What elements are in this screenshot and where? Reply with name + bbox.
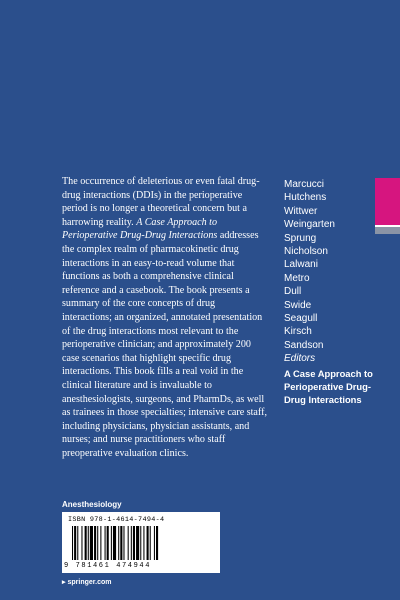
author-name: Wittwer [284,205,318,217]
description-part-2: addresses the complex realm of pharmacokinetic drug interactions in an easy-to-read volume that functions as both a comprehensive clinical reference and a casebook. The book presents a summary of the core concepts of drug interactions; an organized, annotated presentation of the drug interactions most relevant to the perioperative clinician; and approximately 200 case scenarios that highlight specific drug interactions. This book fills a real void in the clinical literature and is invaluable to anesthesiologists, surgeons, and PharmDs, as well as trainees in those specialties; intensive care staff, including physicians, physician assistants, and nurses; and nurse practitioners who staff preoperative evaluation clinics. [62,230,267,459]
publisher-link[interactable] [62,578,111,586]
author-name: Kirsch [284,326,312,338]
description-part-1: The occurrence of deleterious or even fatal drug-drug interactions (DDIs) in the perioperative period is no longer a theoretical concern but a harrowing reality. [62,176,260,228]
editors-label: Editors [284,353,316,365]
description-title-italic: A Case Approach to Perioperative Drug-Drug Interactions [62,216,218,242]
author-name: Sprung [284,232,317,244]
author-name: Dull [284,286,302,298]
isbn-number: ISBN 978-1-4614-7494-4 [68,516,165,524]
author-name: Seagull [284,313,318,325]
barcode-digits: 9 781461 474944 [64,562,152,570]
description-paragraph [62,175,267,460]
author-name: Sandson [284,339,324,351]
author-name: Weingarten [284,219,335,231]
barcode-bars [72,526,212,560]
author-name: Hutchens [284,192,327,204]
publisher-url-text: springer.com [67,579,112,586]
book-description [62,175,267,460]
arrow-right-icon: ▸ [62,579,66,586]
accent-color-bar [375,178,400,225]
author-name: Nicholson [284,246,328,258]
author-name: Metro [284,272,310,284]
author-name: Lalwani [284,259,318,271]
book-title: A Case Approach to Perioperative Drug-Drug Interactions [284,367,373,405]
author-name: Swide [284,299,312,311]
subject-category: Anesthesiology [62,500,122,509]
author-name: Marcucci [284,179,325,190]
barcode [62,512,220,573]
accent-gray-stripe [375,227,400,234]
author-list [284,178,374,406]
